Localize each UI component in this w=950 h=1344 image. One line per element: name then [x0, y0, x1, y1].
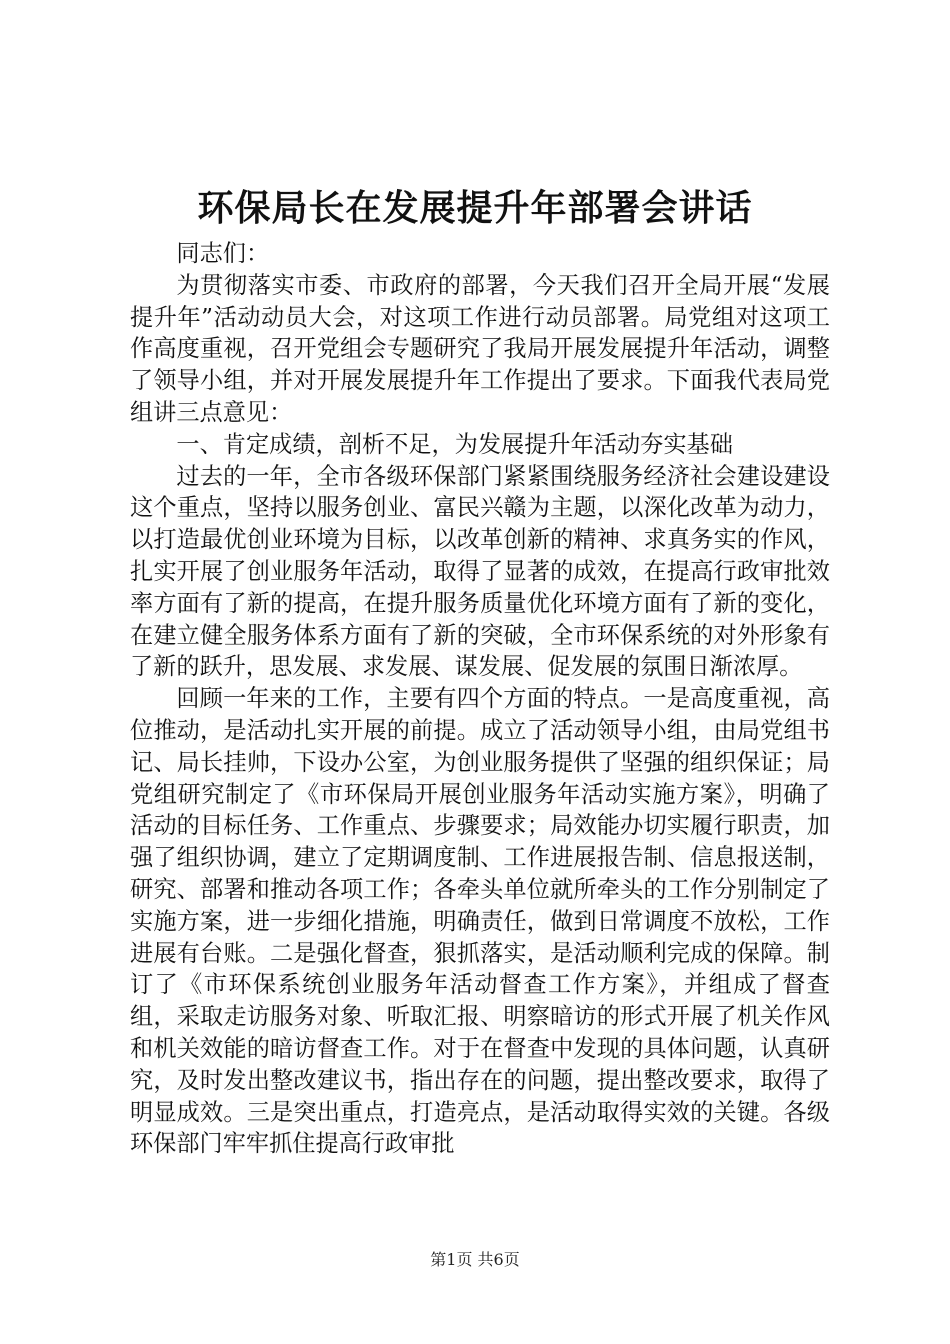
document-body [130, 238, 830, 1160]
page-footer: 第1页 共6页 [430, 1250, 520, 1269]
body-paragraph: 回顾一年来的工作，主要有四个方面的特点。一是高度重视，高位推动，是活动扎实开展的前提。成立了活动领导小组，由局党组书记、局长挂帅，下设办公室，为创业服务提供了坚强的组织保证；局党组研究制定了《市环保局开展创业服务年活动实施方案》，明确了活动的目标任务、工作重点、步骤要求；局效能办切实履行职责，加强了组织协调，建立了定期调度制、工作进展报告制、信息报送制，研究、部署和推动各项工作；各牵头单位就所牵头的工作分别制定了实施方案，进一步细化措施，明确责任，做到日常调度不放松，工作进展有台账。二是强化督查，狠抓落实，是活动顺利完成的保障。制订了《市环保系统创业服务年活动督查工作方案》，并组成了督查组，采取走访服务对象、听取汇报、明察暗访的形式开展了机关作风和机关效能的暗访督查工作。对于在督查中发现的具体问题，认真研究，及时发出整改建议书，指出存在的问题，提出整改要求，取得了明显成效。三是突出重点，打造亮点，是活动取得实效的关键。各级环保部门牢牢抓住提高行政审批 [130, 685, 830, 1158]
intro-paragraph: 为贯彻落实市委、市政府的部署，今天我们召开全局开展“发展提升年”活动动员大会，对这项工作进行动员部署。局党组对这项工作高度重视，召开党组会专题研究了我局开展发展提升年活动，调整了领导小组，并对开展发展提升年工作提出了要求。下面我代表局党组讲三点意见： [130, 271, 830, 426]
section-heading: 一、肯定成绩，剖析不足，为发展提升年活动夯实基础 [176, 430, 733, 458]
salutation-paragraph: 同志们： [176, 240, 270, 267]
document-title: 环保局长在发展提升年部署会讲话 [197, 187, 753, 229]
body-paragraph: 过去的一年，全市各级环保部门紧紧围绕服务经济社会建设建设这个重点，坚持以服务创业、富民兴赣为主题，以深化改革为动力，以打造最优创业环境为目标，以改革创新的精神、求真务实的作风，扎实开展了创业服务年活动，取得了显著的成效，在提高行政审批效率方面有了新的提高，在提升服务质量优化环境方面有了新的变化，在建立健全服务体系方面有了新的突破，全市环保系统的对外形象有了新的跃升，思发展、求发展、谋发展、促发展的氛围日渐浓厚。 [130, 462, 830, 681]
